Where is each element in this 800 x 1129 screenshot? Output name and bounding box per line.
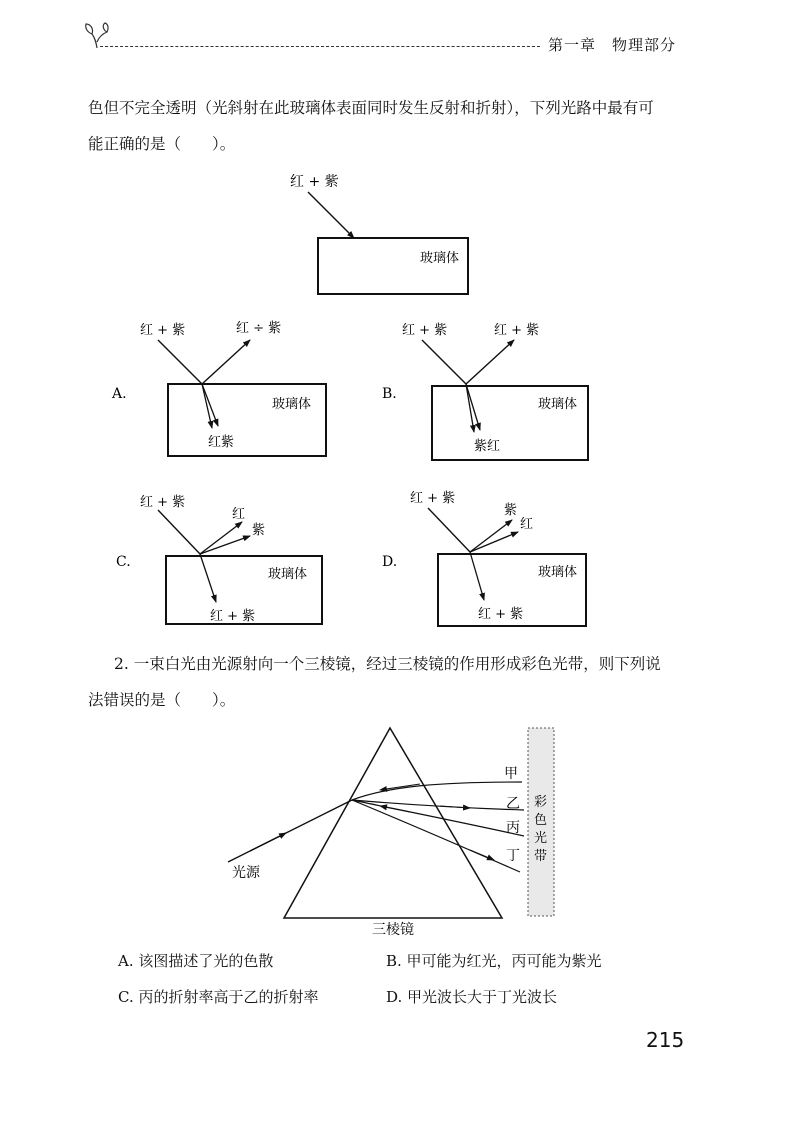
- option-d-reflected-2-label: 红: [520, 517, 534, 532]
- option-c-reflected-red: [200, 522, 242, 554]
- option-c-reflected-violet: [200, 536, 250, 554]
- option-a-refracted-label: 红紫: [208, 435, 235, 450]
- option-a-label: A.: [112, 386, 127, 402]
- ray-bing: [352, 800, 524, 836]
- option-d-reflected-1-label: 紫: [504, 503, 518, 518]
- option-a-incident-label: 红 + 紫: [140, 323, 186, 338]
- option-a-reflected-label: 红 ÷ 紫: [236, 321, 282, 336]
- option-c-refracted-ray: [200, 554, 216, 602]
- main-incident-label: 红 + 紫: [290, 174, 339, 190]
- option-d-diagram: [382, 490, 586, 626]
- color-band-char-4: 带: [534, 849, 548, 864]
- option-c-incident-ray: [158, 510, 200, 554]
- prism-label: 三棱镜: [372, 922, 414, 938]
- option-c-refracted-label: 红 + 紫: [210, 609, 256, 624]
- option-c-glass-label: 玻璃体: [268, 567, 308, 582]
- option-d-refracted-label: 红 + 紫: [478, 607, 524, 622]
- option-d-incident-label: 红 + 紫: [410, 491, 456, 506]
- source-ray-arrow: [250, 833, 286, 851]
- option-a-glass-block: [168, 384, 326, 456]
- option-d-label: D.: [382, 554, 398, 570]
- ray-label-bing: 丙: [506, 820, 520, 836]
- color-band-char-2: 色: [534, 813, 548, 828]
- q2-option-a: A. 该图描述了光的色散: [118, 952, 274, 970]
- ray-label-jia: 甲: [504, 766, 518, 782]
- option-b-reflected-ray: [466, 340, 514, 384]
- ray-ding-arrow: [470, 850, 494, 860]
- main-glass-label: 玻璃体: [420, 251, 460, 266]
- ray-jia: [352, 782, 522, 800]
- main-glass-block: [318, 238, 468, 294]
- option-a-reflected-ray: [202, 340, 250, 384]
- option-a-glass-label: 玻璃体: [272, 397, 312, 412]
- option-b-incident-ray: [422, 340, 466, 384]
- option-c-reflected-2-label: 紫: [252, 523, 266, 538]
- option-c-diagram: [116, 494, 322, 624]
- option-d-incident-ray: [428, 508, 470, 552]
- option-b-diagram: [382, 322, 588, 460]
- color-band-char-3: 光: [534, 831, 548, 846]
- prism-diagram: [228, 728, 554, 938]
- option-b-reflected-label: 红 + 紫: [494, 323, 540, 338]
- option-d-reflected-red: [470, 532, 518, 552]
- page-number: 215: [646, 1028, 685, 1052]
- q1-text-line1: 色但不完全透明（光斜射在此玻璃体表面同时发生反射和折射），下列光路中最有可: [88, 99, 654, 117]
- option-b-label: B.: [382, 386, 397, 402]
- option-b-refracted-label: 紫红: [474, 439, 501, 454]
- option-d-reflected-violet: [470, 520, 512, 552]
- q2-option-c: C. 丙的折射率高于乙的折射率: [118, 988, 319, 1006]
- ray-label-ding: 丁: [506, 848, 520, 864]
- color-band-char-1: 彩: [534, 795, 548, 810]
- prism-triangle: [284, 728, 502, 918]
- option-c-label: C.: [116, 554, 131, 570]
- q2-option-b: B. 甲可能为红光，丙可能为紫光: [386, 952, 602, 970]
- chapter-title: 第一章 物理部分: [548, 36, 677, 54]
- ray-bing-arrow: [380, 806, 410, 812]
- source-ray: [228, 800, 352, 862]
- option-b-incident-label: 红 + 紫: [402, 323, 448, 338]
- option-d-glass-label: 玻璃体: [538, 565, 578, 580]
- option-c-incident-label: 红 + 紫: [140, 495, 186, 510]
- q1-text-line2: 能正确的是（ ）。: [88, 135, 236, 153]
- q2-text-line2: 法错误的是（ ）。: [88, 691, 236, 709]
- q2-option-d: D. 甲光波长大于丁光波长: [386, 988, 558, 1006]
- q2-text-line1: 2. 一束白光由光源射向一个三棱镜，经过三棱镜的作用形成彩色光带，则下列说: [114, 655, 661, 673]
- option-b-glass-label: 玻璃体: [538, 397, 578, 412]
- option-a-diagram: [111, 320, 326, 456]
- ray-label-yi: 乙: [506, 796, 520, 812]
- ray-ding: [352, 800, 520, 872]
- option-d-refracted-ray: [470, 552, 484, 600]
- main-incident-ray: [308, 192, 354, 238]
- option-c-reflected-1-label: 红: [232, 507, 246, 522]
- option-a-incident-ray: [158, 340, 202, 384]
- main-diagram: [290, 173, 468, 294]
- source-label: 光源: [232, 865, 260, 881]
